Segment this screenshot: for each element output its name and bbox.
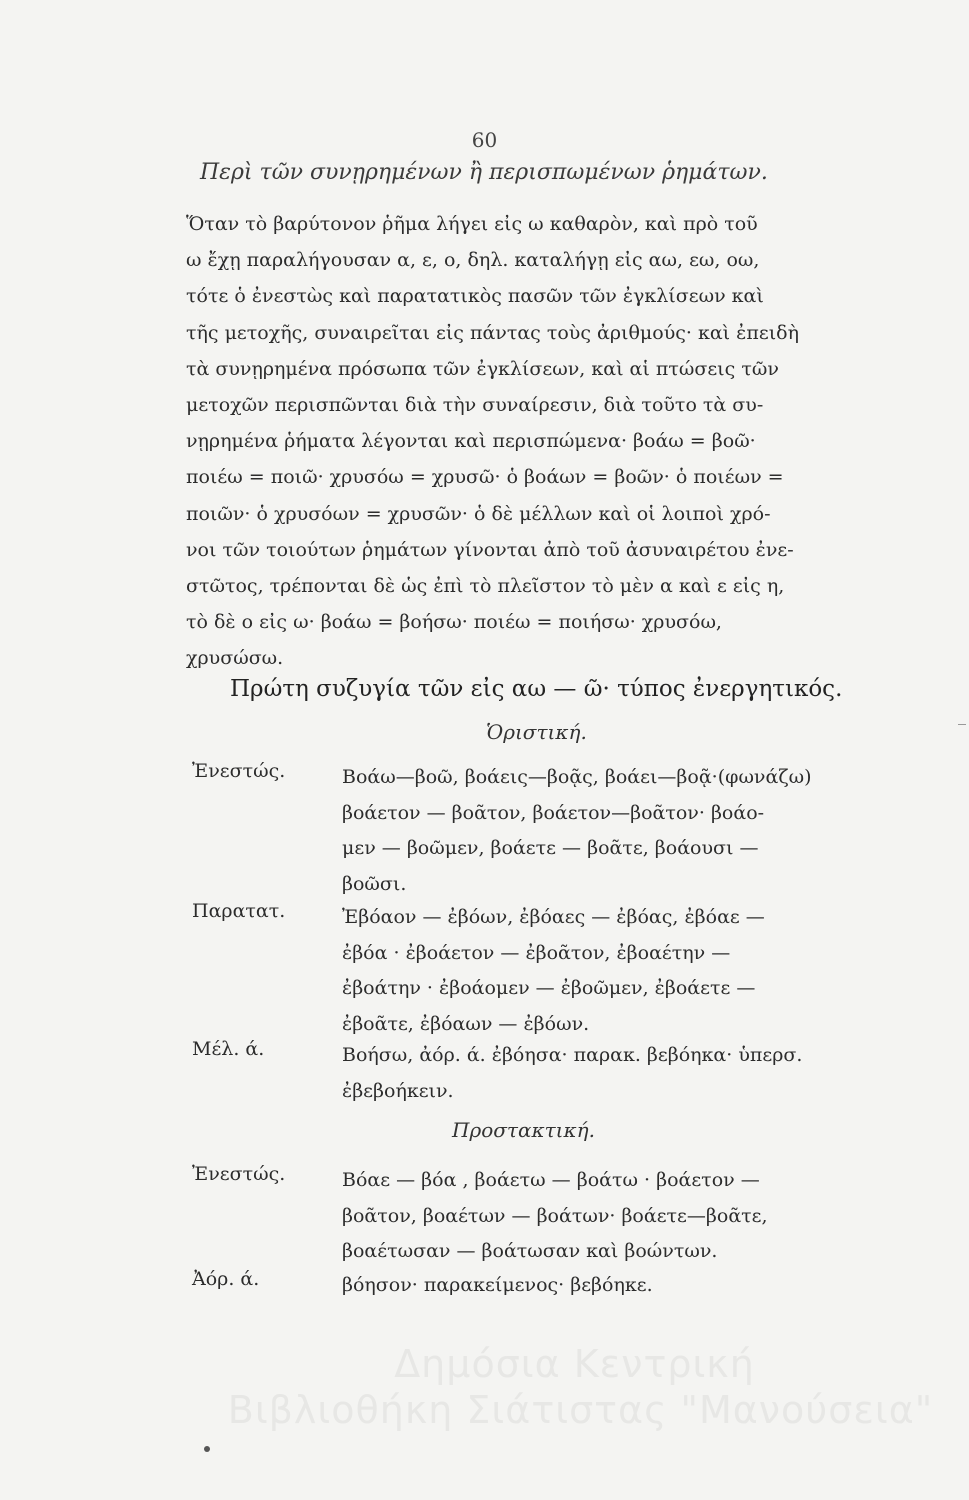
intro-line: τότε ὁ ἐνεστὼς καὶ παρατατικὸς πασῶν τῶν ἐγκλίσεων καὶ (186, 285, 764, 308)
library-watermark-line1: Δημόσια Κεντρική (394, 1342, 755, 1386)
tense-forms (342, 760, 862, 902)
intro-line: χρυσώσω. (186, 647, 284, 670)
forms-line: ἐβοάτην · ἐβοάομεν — ἐβοῶμεν, ἐβοάετε — (342, 977, 756, 999)
forms-line: βόησον· παρακείμενος· βεβόηκε. (342, 1274, 653, 1296)
tense-label: Μέλ. ά. (192, 1038, 265, 1060)
intro-line: τὸ δὲ ο εἰς ω· βοάω = βοήσω· ποιέω = ποιήσω· χρυσόω, (186, 611, 722, 634)
intro-line: νοι τῶν τοιούτων ῥημάτων γίνονται ἀπὸ τοῦ ἀσυναιρέτου ἐνε- (186, 538, 794, 561)
forms-line: Βοήσω, ἀόρ. ά. ἐβόησα· παρακ. βεβόηκα· ὑπερσ. (342, 1044, 803, 1066)
forms-line: βοᾶτον, βοαέτων — βοάτων· βοάετε—βοᾶτε, (342, 1204, 768, 1227)
tense-forms (342, 1163, 862, 1270)
ink-dot-mark (204, 1446, 210, 1452)
tense-forms (342, 1038, 862, 1109)
conjugation-title: Πρώτη συζυγία τῶν εἰς αω — ῶ· τύπος ἐνεργητικός. (230, 676, 843, 702)
forms-line: μεν — βοῶμεν, βοάετε — βοᾶτε, βοάουσι — (342, 837, 759, 859)
tense-forms (342, 1268, 862, 1304)
forms-line: Βοάω—βοῶ, βοάεις—βοᾷς, βοάει—βοᾷ·(φωνάζω) (342, 766, 812, 788)
intro-paragraph (186, 206, 846, 677)
intro-line: μετοχῶν περισπῶνται διὰ τὴν συναίρεσιν, διὰ τοῦτο τὰ συ- (186, 394, 764, 417)
page-number: 60 (471, 128, 498, 152)
tense-label: Ἀόρ. ά. (192, 1268, 260, 1290)
forms-line: ἐβόα · ἐβοάετον — ἐβοᾶτον, ἐβοαέτην — (342, 941, 731, 964)
forms-line: βοάετον — βοᾶτον, βοάετον—βοᾶτον· βοάο- (342, 801, 765, 824)
forms-line: Βόαε — βόα , βοάετω — βοάτω · βοάετον — (342, 1169, 760, 1191)
forms-line: ἐβεβοήκειν. (342, 1079, 454, 1102)
intro-line: νῃρημένα ῥήματα λέγονται καὶ περισπώμενα· βοάω = βοῶ· (186, 430, 756, 453)
forms-line: βοαέτωσαν — βοάτωσαν καὶ βοώντων. (342, 1240, 718, 1262)
tense-forms (342, 900, 862, 1042)
intro-line: Ὅταν τὸ βαρύτονον ῥῆμα λήγει εἰς ω καθαρὸν, καὶ πρὸ τοῦ (186, 213, 758, 235)
tense-label: Παρατατ. (192, 900, 286, 922)
intro-line: ποιῶν· ὁ χρυσόων = χρυσῶν· ὁ δὲ μέλλων καὶ οἱ λοιποὶ χρό- (186, 502, 771, 525)
mood-heading-imperative: Προστακτική. (452, 1118, 595, 1142)
intro-line: ποιέω = ποιῶ· χρυσόω = χρυσῶ· ὁ βοάων = βοῶν· ὁ ποιέων = (186, 466, 784, 489)
intro-line: τὰ συνῃρημένα πρόσωπα τῶν ἐγκλίσεων, καὶ αἱ πτώσεις τῶν (186, 357, 779, 380)
intro-line: ω ἔχῃ παραλήγουσαν α, ε, ο, δηλ. καταλήγῃ εἰς αω, εω, οω, (186, 249, 760, 272)
page-edge-mark (958, 724, 966, 725)
intro-line: στῶτος, τρέπονται δὲ ὡς ἐπὶ τὸ πλεῖστον τὸ μὲν α καὶ ε εἰς η, (186, 575, 785, 598)
tense-label: Ἐνεστώς. (192, 1163, 286, 1185)
tense-label: Ἐνεστώς. (192, 760, 286, 782)
intro-line: τῆς μετοχῆς, συναιρεῖται εἰς πάντας τοὺς ἀριθμούς· καὶ ἐπειδὴ (186, 321, 799, 344)
mood-heading-indicative: Ὁριστική. (486, 720, 587, 744)
section-heading: Περὶ τῶν συνῃρημένων ἢ περισπωμένων ῥημάτων. (200, 160, 768, 185)
forms-line: Ἐβόαον — ἐβόων, ἐβόαες — ἐβόας, ἐβόαε — (342, 906, 765, 928)
library-watermark-line2: Βιβλιοθήκη Σιάτιστας "Μανούσεια" (227, 1388, 934, 1432)
forms-line: ἐβοᾶτε, ἐβόαων — ἐβόων. (342, 1012, 590, 1035)
forms-line: βοῶσι. (342, 872, 407, 895)
